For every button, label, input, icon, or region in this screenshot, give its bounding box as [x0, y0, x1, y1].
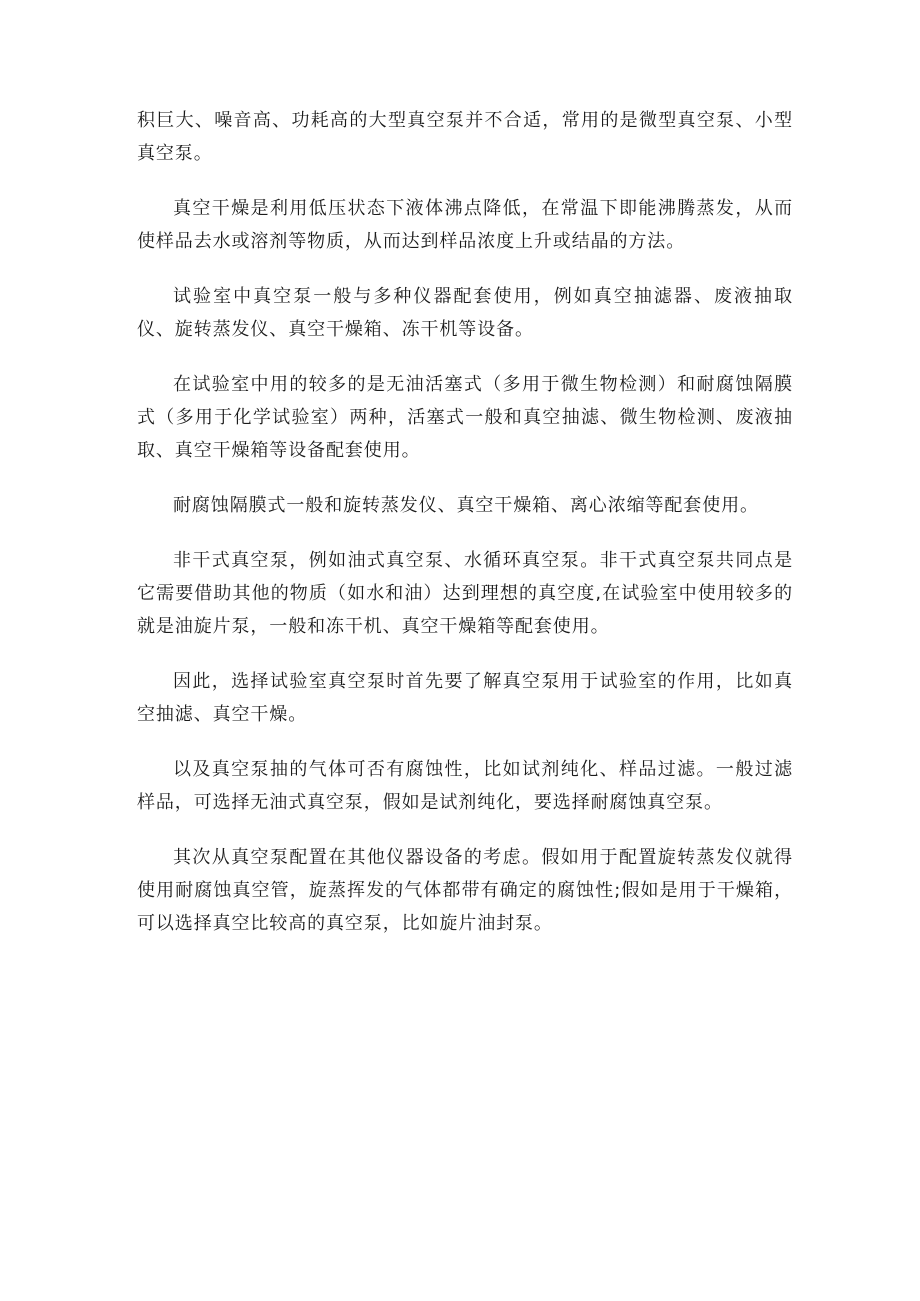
paragraph-9: 其次从真空泵配置在其他仪器设备的考虑。假如用于配置旋转蒸发仪就得使用耐腐蚀真空管，旋蒸挥发的气体都带有确定的腐蚀性;假如是用于干燥箱，可以选择真空比较高的真空泵，比如旋片油封泵。 — [137, 847, 793, 934]
paragraph-3: 试验室中真空泵一般与多种仪器配套使用，例如真空抽滤器、废液抽取仪、旋转蒸发仪、真空干燥箱、冻干机等设备。 — [137, 286, 793, 340]
paragraph-6: 非干式真空泵，例如油式真空泵、水循环真空泵。非干式真空泵共同点是它需要借助其他的物质（如水和油）达到理想的真空度,在试验室中使用较多的就是油旋片泵，一般和冻干机、真空干燥箱等配套使用。 — [137, 550, 793, 637]
paragraph-5: 耐腐蚀隔膜式一般和旋转蒸发仪、真空干燥箱、离心浓缩等配套使用。 — [173, 495, 759, 516]
paragraph-1: 积巨大、噪音高、功耗高的大型真空泵并不合适，常用的是微型真空泵、小型真空泵。 — [137, 110, 793, 164]
paragraph-7: 因此，选择试验室真空泵时首先要了解真空泵用于试验室的作用，比如真空抽滤、真空干燥。 — [137, 671, 793, 725]
paragraph-2: 真空干燥是利用低压状态下液体沸点降低，在常温下即能沸腾蒸发，从而使样品去水或溶剂等物质，从而达到样品浓度上升或结晶的方法。 — [137, 198, 793, 252]
paragraph-8: 以及真空泵抽的气体可否有腐蚀性，比如试剂纯化、样品过滤。一般过滤样品，可选择无油式真空泵，假如是试剂纯化，要选择耐腐蚀真空泵。 — [137, 759, 793, 813]
document-body — [137, 104, 793, 940]
paragraph-4: 在试验室中用的较多的是无油活塞式（多用于微生物检测）和耐腐蚀隔膜式（多用于化学试验室）两种，活塞式一般和真空抽滤、微生物检测、废液抽取、真空干燥箱等设备配套使用。 — [137, 374, 793, 461]
